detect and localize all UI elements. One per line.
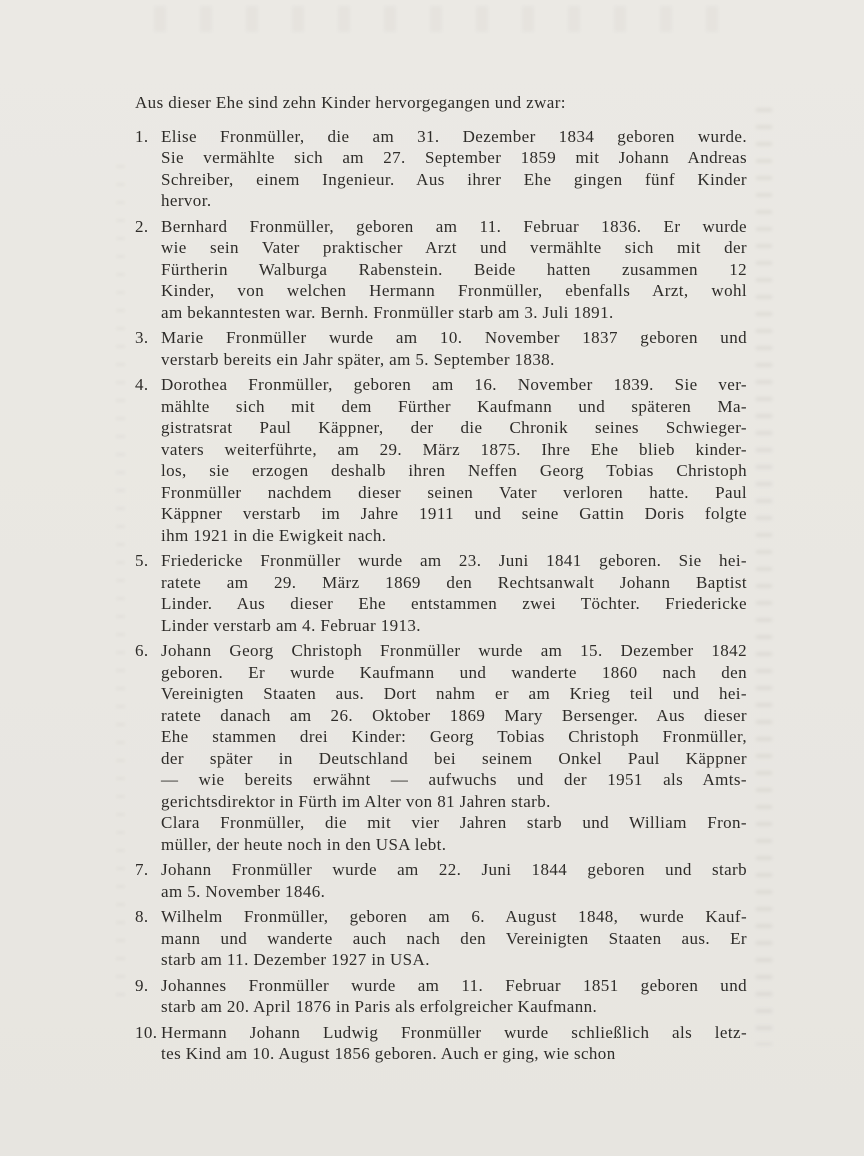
list-item xyxy=(135,550,747,636)
paragraph xyxy=(161,975,747,1018)
text-line: Käppner verstarb im Jahre 1911 und seine Gattin Doris folgte xyxy=(161,504,747,523)
text-block xyxy=(135,92,747,1069)
text-line: am bekanntesten war. Bernh. Fronmüller starb am 3. Juli 1891. xyxy=(161,302,614,322)
item-text xyxy=(161,1022,747,1065)
item-number: 1. xyxy=(135,126,149,146)
paragraph xyxy=(161,812,747,855)
text-line: gistratsrat Paul Käppner, der die Chronik seines Schwieger- xyxy=(161,418,747,437)
text-line: Johann Georg Christoph Fronmüller wurde am 15. Dezember 1842 xyxy=(161,641,747,660)
list-item xyxy=(135,374,747,546)
paragraph xyxy=(161,550,747,636)
text-line: Johann Fronmüller wurde am 22. Juni 1844 geboren und starb xyxy=(161,860,747,879)
item-text xyxy=(161,906,747,971)
text-line: gerichtsdirektor in Fürth im Alter von 81 Jahren starb. xyxy=(161,791,551,811)
text-line: Johannes Fronmüller wurde am 11. Februar 1851 geboren und xyxy=(161,975,747,995)
text-line: Wilhelm Fronmüller, geboren am 6. August 1848, wurde Kauf- xyxy=(161,907,747,926)
text-line: Fronmüller nachdem dieser seinen Vater verloren hatte. Paul xyxy=(161,482,747,502)
text-line: Dorothea Fronmüller, geboren am 16. November 1839. Sie ver- xyxy=(161,375,747,394)
text-line: am 5. November 1846. xyxy=(161,881,326,901)
text-line: müller, der heute noch in den USA lebt. xyxy=(161,834,447,854)
text-line: verstarb bereits ein Jahr später, am 5. September 1838. xyxy=(161,349,555,369)
paragraph xyxy=(161,859,747,902)
item-text xyxy=(161,975,747,1018)
text-line: Sie vermählte sich am 27. September 1859 mit Johann Andreas xyxy=(161,148,747,167)
item-number: 9. xyxy=(135,975,149,995)
text-line: — wie bereits erwähnt — aufwuchs und der 1951 als Amts- xyxy=(161,770,747,789)
text-line: Vereinigten Staaten aus. Dort nahm er am Krieg teil und hei- xyxy=(161,684,747,703)
scan-bleed-artifact xyxy=(116,150,125,1000)
text-line: der später in Deutschland bei seinem Onkel Paul Käppner xyxy=(161,748,747,768)
text-line: ihm 1921 in die Ewigkeit nach. xyxy=(161,525,387,545)
item-number: 7. xyxy=(135,860,149,879)
item-number: 4. xyxy=(135,375,149,394)
text-line: Linder verstarb am 4. Februar 1913. xyxy=(161,615,421,635)
item-text xyxy=(161,216,747,324)
text-line: geboren. Er wurde Kaufmann und wanderte 1860 nach den xyxy=(161,662,747,682)
paragraph xyxy=(161,327,747,370)
text-line: Linder. Aus dieser Ehe entstammen zwei Töchter. Friedericke xyxy=(161,594,747,613)
text-line: Bernhard Fronmüller, geboren am 11. Februar 1836. Er wurde xyxy=(161,216,747,236)
text-line: Friedericke Fronmüller wurde am 23. Juni 1841 geboren. Sie hei- xyxy=(161,551,747,570)
item-text xyxy=(161,859,747,902)
paragraph xyxy=(161,640,747,812)
list-item xyxy=(135,327,747,370)
text-line: ratete am 29. März 1869 den Rechtsanwalt Johann Baptist xyxy=(161,572,747,592)
text-line: ratete danach am 26. Oktober 1869 Mary Bersenger. Aus dieser xyxy=(161,705,747,725)
text-line: vaters weiterführte, am 29. März 1875. Ihre Ehe blieb kinder- xyxy=(161,439,747,459)
item-text xyxy=(161,126,747,212)
text-line: mann und wanderte auch nach den Vereinigten Staaten aus. Er xyxy=(161,928,747,948)
text-line: mählte sich mit dem Fürther Kaufmann und späteren Ma- xyxy=(161,396,747,416)
item-number: 2. xyxy=(135,216,149,236)
item-text xyxy=(161,327,747,370)
item-text xyxy=(161,374,747,546)
text-line: Ehe stammen drei Kinder: Georg Tobias Christoph Fronmüller, xyxy=(161,727,747,746)
paragraph xyxy=(161,906,747,971)
text-line: tes Kind am 10. August 1856 geboren. Auch er ging, wie schon xyxy=(161,1044,616,1063)
item-number: 3. xyxy=(135,328,149,347)
list-item xyxy=(135,640,747,855)
intro-sentence: Aus dieser Ehe sind zehn Kinder hervorgegangen und zwar: xyxy=(135,93,566,112)
item-number: 8. xyxy=(135,907,149,926)
list-item xyxy=(135,906,747,971)
list-item xyxy=(135,1022,747,1065)
paragraph xyxy=(161,216,747,324)
text-line: starb am 11. Dezember 1927 in USA. xyxy=(161,950,430,969)
paragraph xyxy=(161,374,747,546)
item-number: 6. xyxy=(135,641,149,660)
paragraph xyxy=(161,126,747,212)
list-item xyxy=(135,859,747,902)
item-text xyxy=(161,640,747,855)
text-line: Hermann Johann Ludwig Fronmüller wurde schließlich als letz- xyxy=(161,1022,747,1042)
scan-bleed-artifact xyxy=(756,95,772,1045)
list-item xyxy=(135,975,747,1018)
text-line: Clara Fronmüller, die mit vier Jahren starb und William Fron- xyxy=(161,813,747,832)
text-line: los, sie erzogen deshalb ihren Neffen Georg Tobias Christoph xyxy=(161,461,747,480)
text-line: wie sein Vater praktischer Arzt und vermählte sich mit der xyxy=(161,238,747,257)
text-line: Fürtherin Walburga Rabenstein. Beide hatten zusammen 12 xyxy=(161,259,747,279)
item-number: 10. xyxy=(135,1022,158,1042)
text-line: hervor. xyxy=(161,191,212,210)
text-line: Kinder, von welchen Hermann Fronmüller, ebenfalls Arzt, wohl xyxy=(161,281,747,300)
list-item xyxy=(135,126,747,212)
text-line: starb am 20. April 1876 in Paris als erfolgreicher Kaufmann. xyxy=(161,997,598,1016)
text-line: Schreiber, einem Ingenieur. Aus ihrer Ehe gingen fünf Kinder xyxy=(161,169,747,189)
item-text xyxy=(161,550,747,636)
list-item xyxy=(135,216,747,324)
scan-bleed-artifact xyxy=(120,6,750,32)
text-line: Elise Fronmüller, die am 31. Dezember 1834 geboren wurde. xyxy=(161,126,747,146)
paragraph xyxy=(161,1022,747,1065)
item-number: 5. xyxy=(135,551,149,570)
text-line: Marie Fronmüller wurde am 10. November 1837 geboren und xyxy=(161,328,747,347)
